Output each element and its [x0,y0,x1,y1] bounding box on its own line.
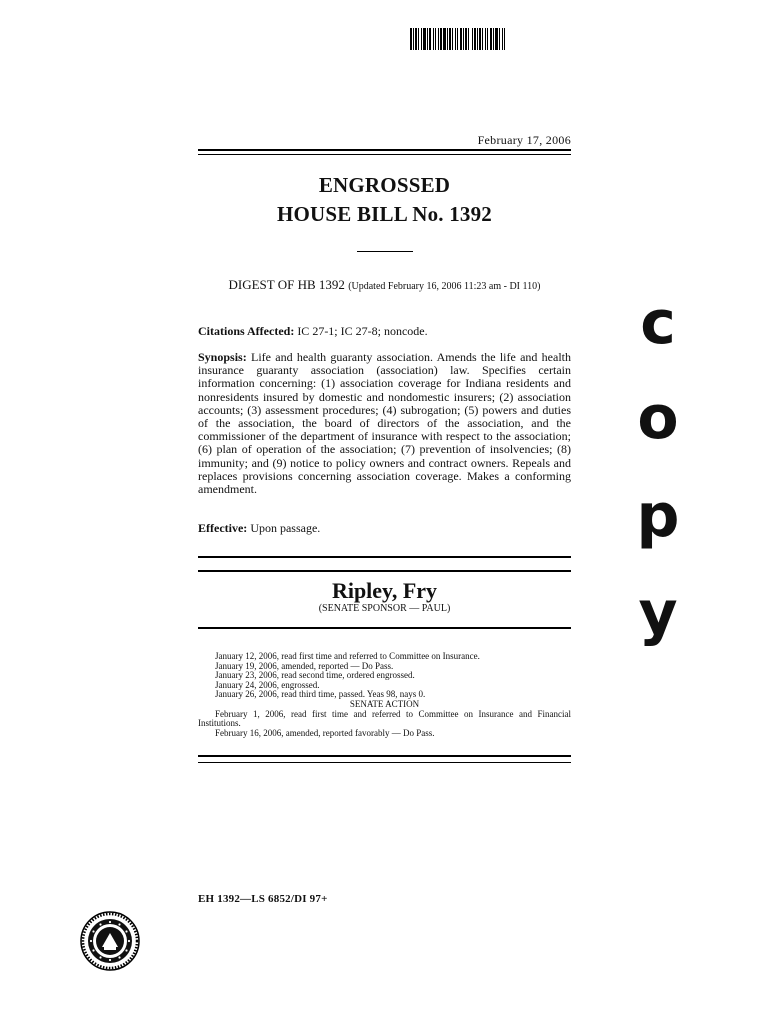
divider [198,762,571,763]
bill-code: EH 1392—LS 6852/DI 97+ [198,893,328,905]
title-dash [357,251,413,252]
document-title-line2: HOUSE BILL No. 1392 [276,202,493,226]
effective-label: Effective: [198,521,248,535]
divider [198,154,571,155]
digest-heading [198,277,571,293]
citations-label: Citations Affected: [198,324,295,338]
history-item: February 1, 2006, read first time and referred to Committee on Insurance and Financial Institutions. [198,708,571,729]
citations-text: IC 27-1; IC 27-8; noncode. [297,324,428,338]
copy-watermark-letter: o [637,383,679,453]
citations-affected [198,325,571,338]
document-title-line1: ENGROSSED [318,173,451,197]
bill-date: February 17, 2006 [477,133,571,147]
state-seal-icon [80,911,140,971]
house-sponsors: Ripley, Fry [331,578,438,603]
divider [198,755,571,757]
effective-date [198,522,571,535]
synopsis [198,351,571,496]
synopsis-label: Synopsis: [198,350,247,364]
senate-action-heading: SENATE ACTION [349,698,420,709]
senate-sponsor: (SENATE SPONSOR — PAUL) [318,603,451,614]
divider [198,149,571,151]
effective-text: Upon passage. [250,521,321,535]
digest-title: DIGEST OF HB 1392 [228,277,345,292]
synopsis-text: Life and health guaranty association. Amends the life and health insurance guaranty association (association) law. Specifies certain information concerning: (1) association coverage for Indiana residents and nonresidents insured by domestic and nondomestic insurers; (2) association accounts; (3) assessment procedures; (4) subrogation; (5) powers and duties of the association, the board of directors of the association, and the commissioner of the department of insurance with respect to the association; (6) plan of operation of the association; (7) prevention of insolvencies; (8) immunity; and (9) notice to policy owners and contract owners. Repeals and replaces provisions concerning association coverage. Makes a conforming amendment. [198,350,571,497]
history-item: January 26, 2006, read third time, passed. Yeas 98, nays 0. [215,689,426,700]
history-item: February 16, 2006, amended, reported favorably — Do Pass. [215,727,435,738]
divider [198,627,571,629]
divider [198,570,571,572]
copy-watermark-letter: y [638,578,678,648]
barcode-icon [410,28,588,50]
history-item: January 12, 2006, read first time and referred to Committee on Insurance. [215,651,480,661]
divider [198,556,571,558]
digest-updated: (Updated February 16, 2006 11:23 am - DI 110) [348,281,541,292]
history-item: January 24, 2006, engrossed. [215,679,320,690]
history-item: January 19, 2006, amended, reported — Do Pass. [215,660,394,671]
history-item: January 23, 2006, read second time, ordered engrossed. [215,670,415,681]
copy-watermark-letter: p [636,481,680,551]
copy-watermark-letter: c [640,288,676,358]
legislative-history [198,652,571,738]
